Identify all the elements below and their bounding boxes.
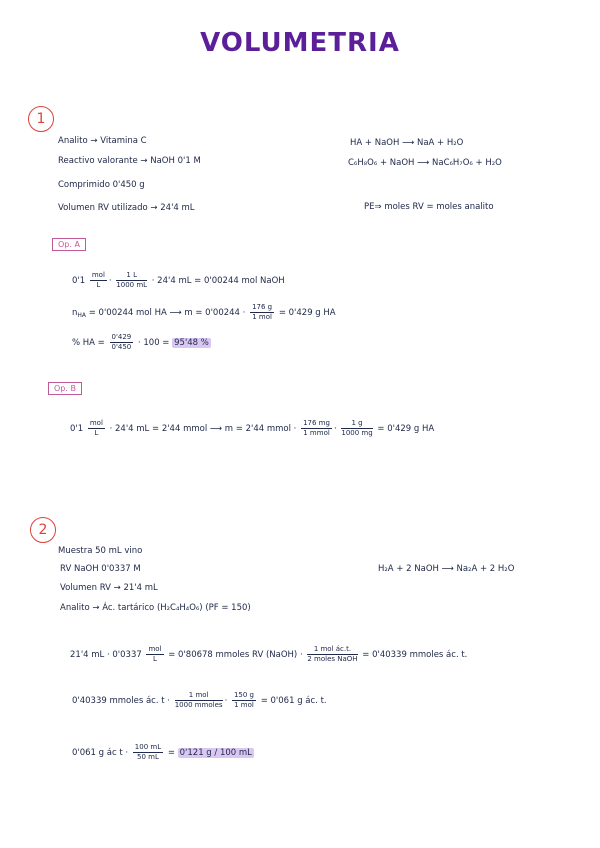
s1-comprimido: Comprimido 0'450 g — [58, 180, 145, 190]
fraction: $\frac{\text{1 mol ác.t.}}{\text{2 moles NaOH}}$ — [307, 645, 358, 663]
fraction: $\frac{\text{mol}}{L}$ — [91, 271, 105, 289]
s2-calc-3: 0'061 g ác t · $\frac{100 mL}{50 mL}$ = 0'121 g / 100 mL — [72, 743, 252, 761]
s1-reactivo: Reactivo valorante → NaOH 0'1 M — [58, 156, 201, 166]
fraction: $\frac{1 g}{1000 mg}$ — [341, 419, 373, 437]
s1-calc-a2: $n_{HA} = 0'00244$ mol HA ⟶ m = 0'00244 · $\frac{176 g}{\text{1 mol}}$ = 0'429 g HA — [72, 303, 336, 321]
s2-calc-2: 0'40339 mmoles ác. t · $\frac{\text{1 mol}}{\text{1000 mmoles}}$ · $\frac{150 g}{\text{1 mol}}$ = 0'061 g ác. t. — [72, 691, 327, 709]
section-2-number: 2 — [30, 517, 56, 543]
s1-equation-2: C₆H₈O₆ + NaOH ⟶ NaC₆H₇O₆ + H₂O — [348, 158, 502, 168]
fraction: $\frac{176 g}{\text{1 mol}}$ — [252, 303, 273, 321]
s1-pe-note: PE⇒ moles RV = moles analito — [364, 202, 494, 212]
page-title: VOLUMETRIA — [200, 28, 400, 58]
s2-analito: Analito → Ác. tartárico (H₂C₄H₄O₆) (PF = 150) — [60, 603, 251, 613]
s2-equation: H₂A + 2 NaOH ⟶ Na₂A + 2 H₂O — [378, 564, 515, 574]
s2-muestra: Muestra 50 mL vino — [58, 546, 143, 556]
fraction: $\frac{0'429}{0'450}$ — [111, 333, 132, 351]
s2-volumen: Volumen RV → 21'4 mL — [60, 583, 158, 593]
s2-calc-1: 21'4 mL · 0'0337 $\frac{\text{mol}}{L}$ = 0'80678 mmoles RV (NaOH) · $\frac{\text{1 mol ác.t.}}{\text{2 moles NaOH}}$ = 0'40339 mmoles ác. t. — [70, 645, 468, 663]
s1-equation-1: HA + NaOH ⟶ NaA + H₂O — [350, 138, 464, 148]
section-1-number: 1 — [28, 106, 54, 132]
s1-calc-a1: 0'1 $\frac{\text{mol}}{L}$ · $\frac{1 L}{1000 mL}$ · 24'4 mL = 0'00244 mol NaOH — [72, 271, 285, 289]
s1-calc-a3: % HA = $\frac{0'429}{0'450}$ · 100 = 95'48 % — [72, 333, 209, 351]
op-a-label: Op. A — [52, 238, 86, 251]
s2-rv: RV NaOH 0'0337 M — [60, 564, 141, 574]
s1-analito: Analito → Vitamina C — [58, 136, 147, 146]
s1-volumen: Volumen RV utilizado → 24'4 mL — [58, 203, 195, 213]
fraction: $\frac{176 mg}{\text{1 mmol}}$ — [303, 419, 330, 437]
fraction: $\frac{1 L}{1000 mL}$ — [116, 271, 148, 289]
highlighted-result: 95'48 % — [174, 338, 209, 348]
s1-calc-b1: 0'1 $\frac{\text{mol}}{L}$ · 24'4 mL = 2'44 mmol ⟶ m = 2'44 mmol · $\frac{176 mg}{\text{1 mmol}}$ · $\frac{1 g}{1000 mg}$ = 0'429 g HA — [70, 419, 435, 437]
fraction: $\frac{100 mL}{50 mL}$ — [134, 743, 162, 761]
highlighted-result: 0'121 g / 100 mL — [179, 748, 252, 758]
fraction: $\frac{150 g}{\text{1 mol}}$ — [233, 691, 254, 709]
op-b-label: Op. B — [48, 382, 82, 395]
fraction: $\frac{\text{1 mol}}{\text{1000 mmoles}}$ — [174, 691, 223, 709]
fraction: $\frac{\text{mol}}{L}$ — [89, 419, 103, 437]
fraction: $\frac{\text{mol}}{L}$ — [148, 645, 162, 663]
